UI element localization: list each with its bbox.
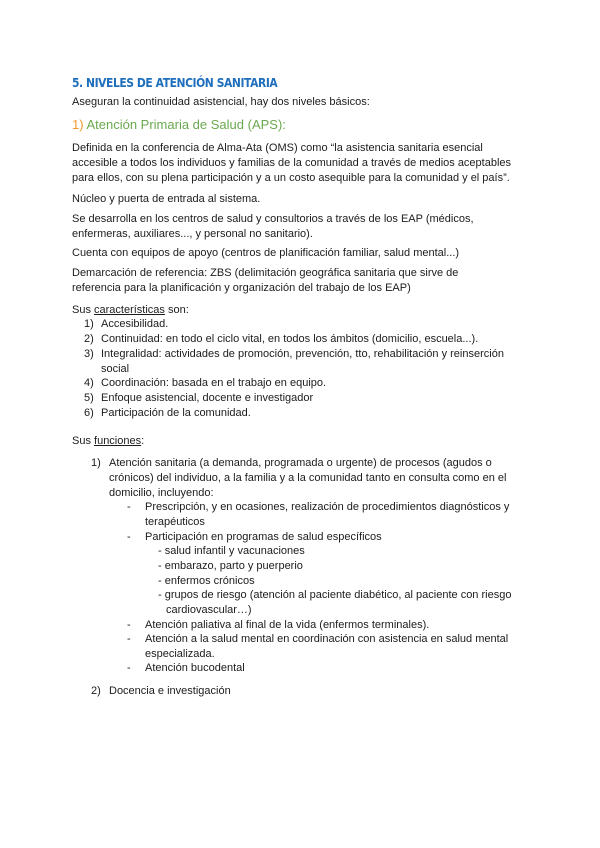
list-number: 2): [84, 333, 94, 345]
aps-heading: [72, 117, 286, 133]
caracteristicas-prefix: Sus: [72, 304, 95, 316]
sub-item-continuation: cardiovascular…): [166, 604, 252, 616]
dash-item: Atención bucodental: [145, 662, 245, 674]
funcion-line: crónicos) del individuo, a la familia y a la comunidad tanto en consulta como en el: [109, 472, 507, 484]
funcion-line: domicilio, incluyendo:: [109, 487, 214, 499]
centros-line: Se desarrolla en los centros de salud y consultorios a través de los EAP (médicos,: [72, 213, 474, 225]
dash-item: Atención paliativa al final de la vida (enfermos terminales).: [145, 619, 430, 631]
funciones-suffix: :: [141, 435, 145, 447]
dash-item-continuation: terapéuticos: [145, 516, 205, 528]
list-number: 5): [84, 392, 94, 404]
funciones-heading: [72, 434, 144, 448]
aps-heading-number: 1): [72, 117, 84, 132]
dash-bullet: -: [127, 662, 131, 674]
section-title: 5. NIVELES DE ATENCIÓN SANITARIA: [72, 75, 278, 90]
dash-bullet: -: [127, 501, 131, 513]
list-number: 6): [84, 407, 94, 419]
aps-heading-text: Atención Primaria de Salud (APS):: [86, 117, 286, 132]
funciones-word: funciones: [94, 435, 142, 447]
list-item: Participación de la comunidad.: [101, 407, 251, 419]
demarcacion-line: Demarcación de referencia: ZBS (delimitación geográfica sanitaria que sirve de: [72, 267, 459, 279]
dash-item: Atención a la salud mental en coordinación con asistencia en salud mental: [145, 633, 509, 645]
funciones-prefix: Sus: [72, 435, 95, 447]
list-item: Coordinación: basada en el trabajo en equipo.: [101, 377, 327, 389]
demarcacion-line: referencia para la planificación y organización del trabajo de los EAP): [72, 282, 411, 294]
sub-item: - embarazo, parto y puerperio: [158, 560, 303, 572]
dash-item: Prescripción, y en ocasiones, realización de procedimientos diagnósticos y: [145, 501, 510, 513]
sub-item: - grupos de riesgo (atención al paciente diabético, al paciente con riesgo: [158, 589, 512, 601]
dash-bullet: -: [127, 619, 131, 631]
definition-line: accesible a todos los individuos y familias de la comunidad a través de medios aceptables: [72, 157, 512, 169]
section-intro: Aseguran la continuidad asistencial, hay dos niveles básicos:: [72, 96, 370, 108]
definition-line: Definida en la conferencia de Alma-Ata (OMS) como “la asistencia sanitaria esencial: [72, 142, 483, 154]
dash-item: Participación en programas de salud específicos: [145, 531, 382, 543]
list-number: 3): [84, 348, 94, 360]
list-item: Integralidad: actividades de promoción, prevención, tto, rehabilitación y reinserción: [101, 348, 504, 360]
caracteristicas-heading: [72, 303, 189, 317]
list-item: Enfoque asistencial, docente e investigador: [101, 392, 314, 404]
dash-item-continuation: especializada.: [145, 648, 215, 660]
dash-bullet: -: [127, 633, 131, 645]
definition-line: para ellos, con su plena participación y a un costo asequible para la comunidad y el país”.: [72, 172, 510, 184]
sub-item: - salud infantil y vacunaciones: [158, 545, 305, 557]
caracteristicas-suffix: son:: [164, 304, 189, 316]
list-item: Continuidad: en todo el ciclo vital, en todos los ámbitos (domicilio, escuela...).: [101, 333, 479, 345]
caracteristicas-word: características: [94, 304, 165, 316]
list-number: 1): [84, 318, 94, 330]
list-item: Accesibilidad.: [101, 318, 169, 330]
list-item-continuation: social: [101, 363, 130, 375]
list-number: 4): [84, 377, 94, 389]
centros-line: enfermeras, auxiliares..., y personal no sanitario).: [72, 228, 313, 240]
list-number: 2): [91, 685, 101, 697]
dash-bullet: -: [127, 531, 131, 543]
funcion-item: Docencia e investigación: [109, 685, 231, 697]
apoyo-text: Cuenta con equipos de apoyo (centros de planificación familiar, salud mental...): [72, 247, 460, 259]
nucleo-text: Núcleo y puerta de entrada al sistema.: [72, 193, 261, 205]
sub-item: - enfermos crónicos: [158, 575, 255, 587]
list-number: 1): [91, 457, 101, 469]
funcion-line: Atención sanitaria (a demanda, programada o urgente) de procesos (agudos o: [109, 457, 492, 469]
